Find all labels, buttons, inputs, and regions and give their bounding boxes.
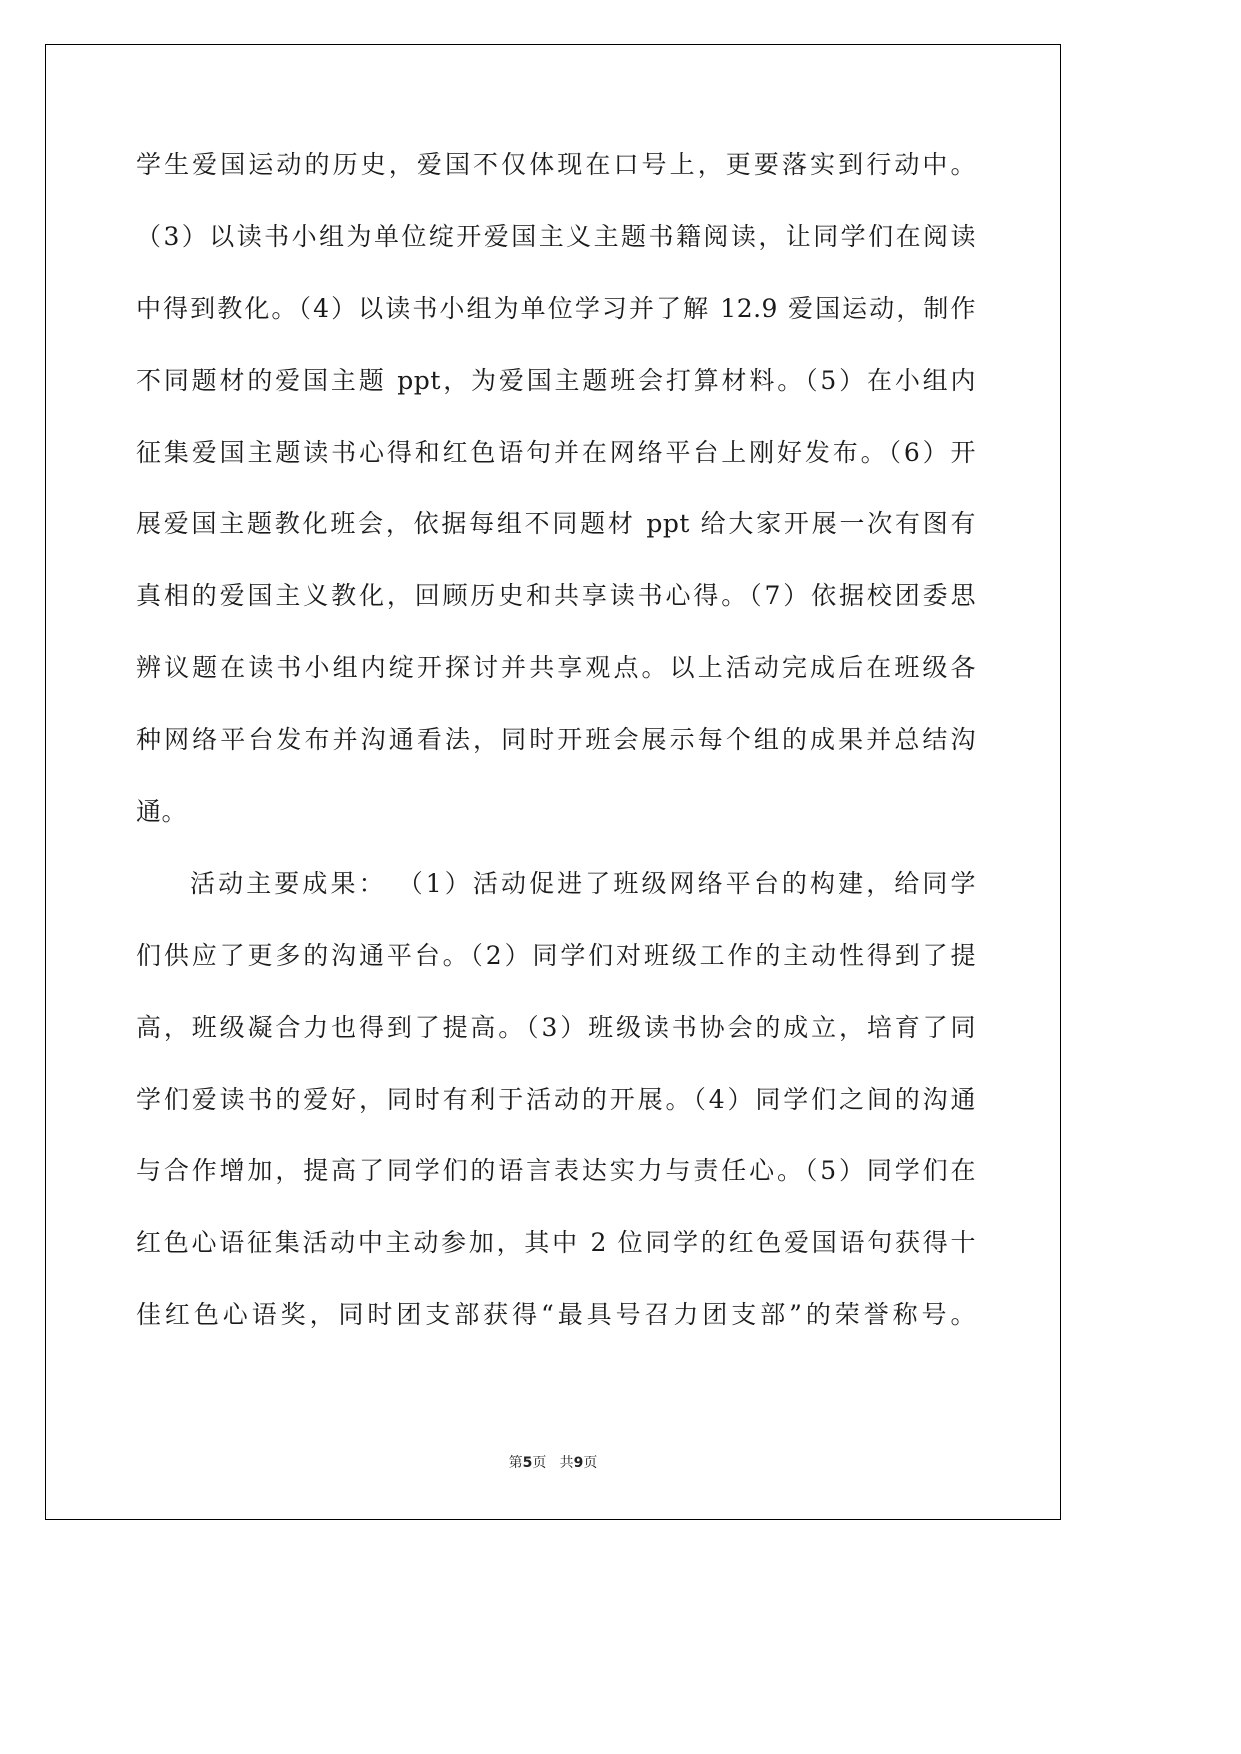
page-suffix: 页: [532, 1455, 547, 1471]
text-line: 高，班级凝合力也得到了提高。（3）班级读书协会的成立，培育了同: [136, 1012, 976, 1042]
text-line: 学生爱国运动的历史，爱国不仅体现在口号上，更要落实到行动中。: [136, 150, 976, 179]
page-prefix: 第: [508, 1455, 523, 1471]
total-pages: 9: [573, 1455, 584, 1471]
text-line: （3）以读书小组为单位绽开爱国主义主题书籍阅读，让同学们在阅读: [136, 221, 976, 251]
text-line: 辨议题在读书小组内绽开探讨并共享观点。以上活动完成后在班级各: [136, 653, 976, 683]
page-footer: [0, 1452, 1106, 1472]
text-line: 真相的爱国主义教化，回顾历史和共享读书心得。（7）依据校团委思: [136, 581, 976, 611]
document-body: [136, 143, 976, 1365]
text-line: 征集爱国主题读书心得和红色语句并在网络平台上刚好发布。（6）开: [136, 437, 976, 467]
text-line: 佳红色心语奖，同时团支部获得“最具号召力团支部”的荣誉称号。: [136, 1300, 976, 1330]
text-line: 与合作增加，提高了同学们的语言表达实力与责任心。（5）同学们在: [136, 1156, 976, 1186]
text-line: 学们爱读书的爱好，同时有利于活动的开展。（4）同学们之间的沟通: [136, 1084, 976, 1114]
text-line: 红色心语征集活动中主动参加，其中 2 位同学的红色爱国语句获得十: [136, 1228, 976, 1258]
text-line: 不同题材的爱国主题 ppt，为爱国主题班会打算材料。（5）在小组内: [136, 365, 976, 395]
text-line: 中得到教化。（4）以读书小组为单位学习并了解 12.9 爱国运动，制作: [136, 293, 976, 323]
paragraph-first-line: 活动主要成果： （1）活动促进了班级网络平台的构建，给同学: [190, 868, 976, 898]
total-prefix: 共: [559, 1455, 574, 1471]
text-line: 们供应了更多的沟通平台。（2）同学们对班级工作的主动性得到了提: [136, 940, 976, 970]
text-line: 展爱国主题教化班会，依据每组不同题材 ppt 给大家开展一次有图有: [136, 509, 976, 539]
text-line: 通。: [136, 797, 188, 827]
page-number: 5: [522, 1455, 533, 1471]
total-suffix: 页: [583, 1455, 598, 1471]
text-line: 种网络平台发布并沟通看法，同时开班会展示每个组的成果并总结沟: [136, 725, 976, 755]
